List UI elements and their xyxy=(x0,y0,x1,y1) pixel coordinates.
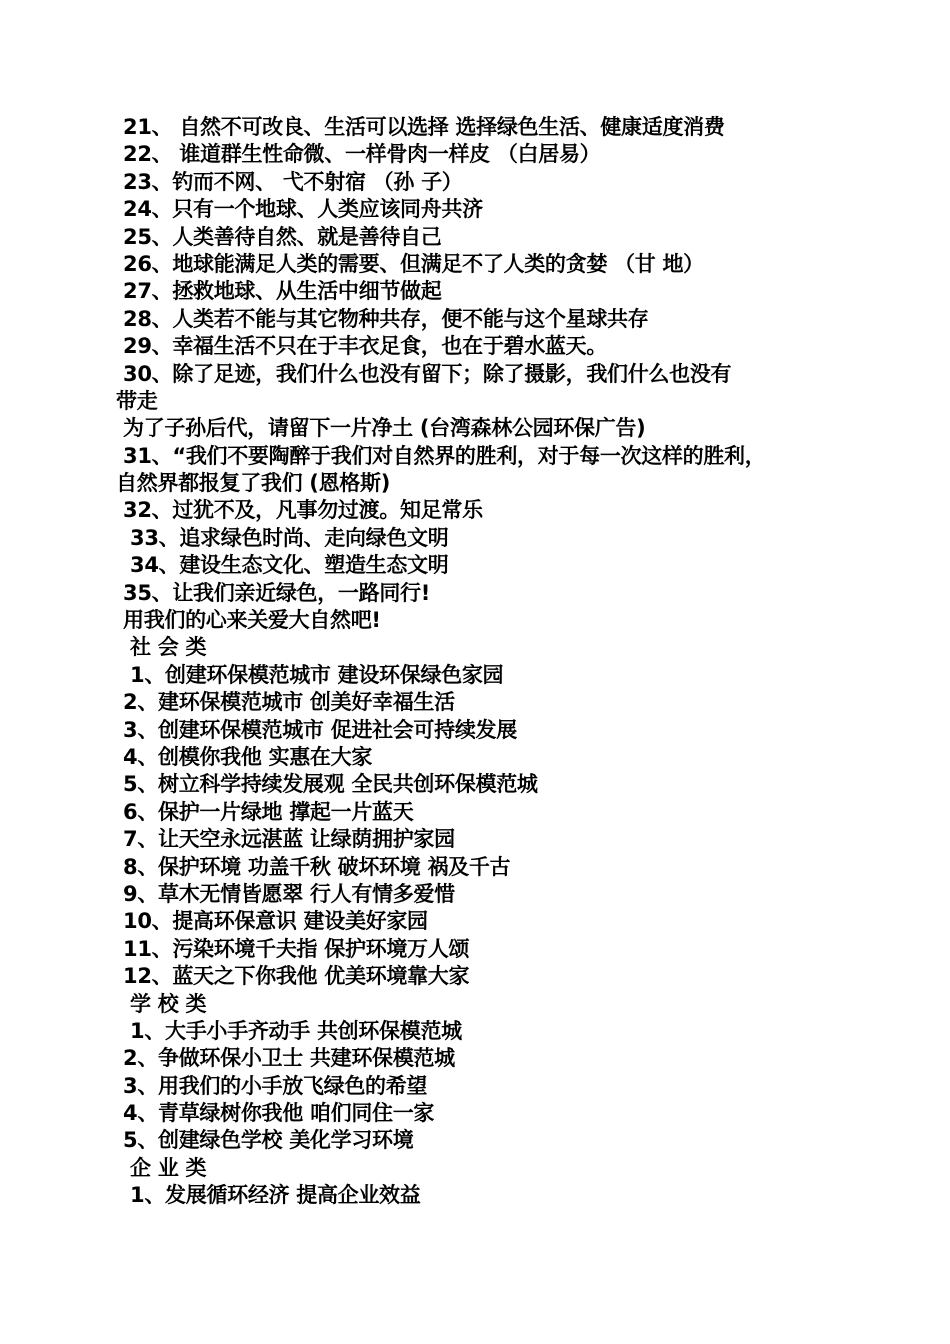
text-line: 带走 xyxy=(116,388,158,413)
text-line: 自然界都报复了我们 (恩格斯) xyxy=(116,471,391,496)
text-line: 23、钓而不网、 弋不射宿 （孙 子） xyxy=(116,169,463,194)
text-line: 7、让天空永远湛蓝 让绿荫拥护家园 xyxy=(116,827,455,852)
text-line: 6、保护一片绿地 撑起一片蓝天 xyxy=(116,799,414,824)
text-line: 3、用我们的小手放飞绿色的希望 xyxy=(116,1073,428,1098)
text-line: 31、“我们不要陶醉于我们对自然界的胜利，对于每一次这样的胜利， xyxy=(116,443,766,468)
text-line: 24、只有一个地球、人类应该同舟共济 xyxy=(116,197,483,222)
text-line: 社 会 类 xyxy=(116,635,207,660)
text-line: 28、人类若不能与其它物种共存，便不能与这个星球共存 xyxy=(116,306,649,331)
text-line: 33、追求绿色时尚、走向绿色文明 xyxy=(116,525,449,550)
text-line: 1、创建环保模范城市 建设环保绿色家园 xyxy=(116,662,504,687)
slogan-list xyxy=(116,114,896,1210)
text-line: 26、地球能满足人类的需要、但满足不了人类的贪婪 （甘 地） xyxy=(116,251,704,276)
text-line: 8、保护环境 功盖千秋 破坏环境 祸及千古 xyxy=(116,854,511,879)
text-line: 25、人类善待自然、就是善待自己 xyxy=(116,224,442,249)
text-line: 2、争做环保小卫士 共建环保模范城 xyxy=(116,1046,455,1071)
text-line: 30、除了足迹，我们什么也没有留下；除了摄影，我们什么也没有 xyxy=(116,361,732,386)
text-line: 32、过犹不及，凡事勿过渡。知足常乐 xyxy=(116,498,483,523)
text-line: 为了子孙后代，请留下一片净土 (台湾森林公园环保广告) xyxy=(116,416,646,441)
text-line: 29、幸福生活不只在于丰衣足食，也在于碧水蓝天。 xyxy=(116,334,608,359)
text-line: 5、树立科学持续发展观 全民共创环保模范城 xyxy=(116,772,538,797)
text-line: 12、蓝天之下你我他 优美环境靠大家 xyxy=(116,964,470,989)
text-line: 学 校 类 xyxy=(116,991,207,1016)
text-line: 1、大手小手齐动手 共创环保模范城 xyxy=(116,1018,462,1043)
text-line: 35、让我们亲近绿色，一路同行! xyxy=(116,580,431,605)
text-line: 27、拯救地球、从生活中细节做起 xyxy=(116,279,442,304)
text-line: 1、发展循环经济 提高企业效益 xyxy=(116,1183,421,1208)
text-line: 用我们的心来关爱大自然吧! xyxy=(116,608,381,633)
text-line: 10、提高环保意识 建设美好家园 xyxy=(116,909,428,934)
text-line: 22、 谁道群生性命微、一样骨肉一样皮 （白居易） xyxy=(116,142,601,167)
text-line: 5、创建绿色学校 美化学习环境 xyxy=(116,1128,414,1153)
text-line: 21、 自然不可改良、生活可以选择 选择绿色生活、健康适度消费 xyxy=(116,115,725,139)
text-line: 34、建设生态文化、塑造生态文明 xyxy=(116,553,449,578)
text-line: 企 业 类 xyxy=(116,1155,207,1180)
text-line: 9、草木无情皆愿翠 行人有情多爱惜 xyxy=(116,881,455,906)
text-line: 2、建环保模范城市 创美好幸福生活 xyxy=(116,690,455,715)
text-line: 11、污染环境千夫指 保护环境万人颂 xyxy=(116,936,470,961)
text-line: 3、创建环保模范城市 促进社会可持续发展 xyxy=(116,717,517,742)
text-line: 4、创模你我他 实惠在大家 xyxy=(116,744,373,769)
text-line: 4、青草绿树你我他 咱们同住一家 xyxy=(116,1101,435,1126)
